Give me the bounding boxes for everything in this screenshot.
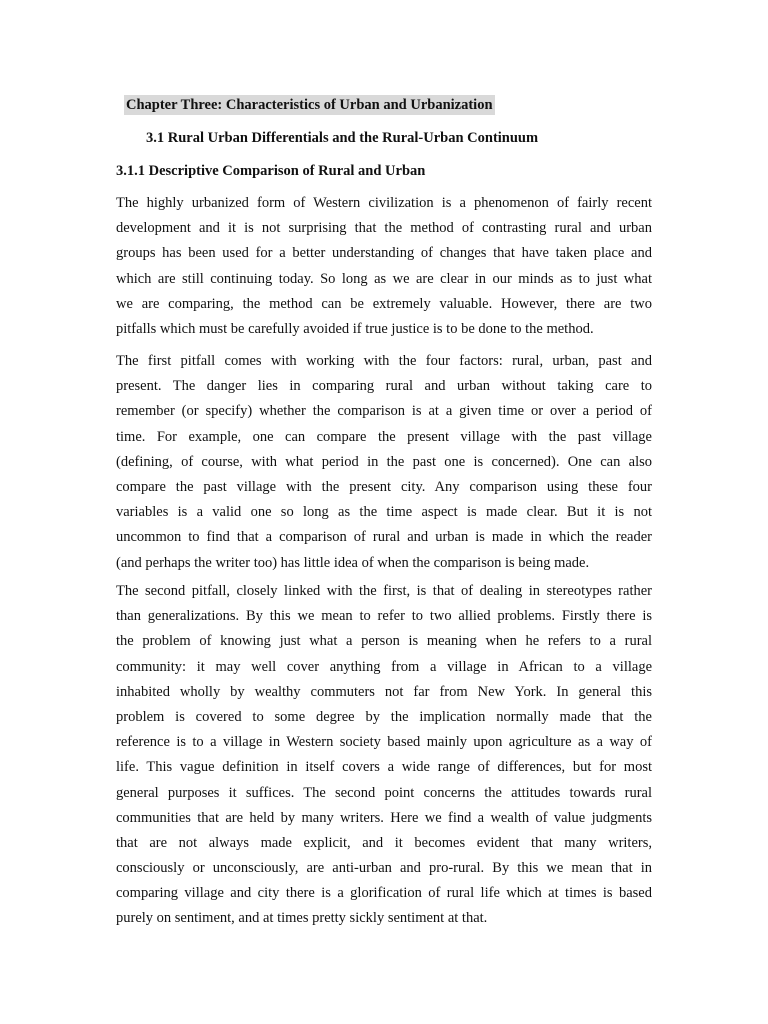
paragraph-1 xyxy=(116,191,652,342)
text-line: community: it may well cover anything from a village in African to a village xyxy=(116,658,652,675)
text-line: uncommon to find that a comparison of rural and urban is made in which the reader xyxy=(116,529,652,546)
text-line: that are not always made explicit, and it becomes evident that many writers, xyxy=(116,834,652,851)
text-line: The first pitfall comes with working with the four factors: rural, urban, past and xyxy=(116,353,652,369)
text-line: inhabited wholly by wealthy commuters not far from New York. In general this xyxy=(116,683,652,700)
text-line: (and perhaps the writer too) has little idea of when the comparison is being made. xyxy=(116,554,590,571)
text-line: which are still continuing today. So long as we are clear in our minds as to just what xyxy=(116,270,652,287)
text-line: development and it is not surprising that the method of contrasting rural and urban xyxy=(116,220,652,237)
text-line: general purposes it suffices. The second point concerns the attitudes towards rural xyxy=(116,784,652,801)
text-line: time. For example, one can compare the present village with the past village xyxy=(116,428,652,445)
text-line: consciously or unconsciously, are anti-urban and pro-rural. By this we mean that in xyxy=(116,860,652,877)
text-line: pitfalls which must be carefully avoided if true justice is to be done to the method. xyxy=(116,320,594,337)
text-line: variables is a valid one so long as the time aspect is made clear. But it is not xyxy=(116,504,652,521)
paragraph-2 xyxy=(116,349,652,576)
text-line: communities that are held by many writers. Here we find a wealth of value judgments xyxy=(116,809,652,826)
text-line: life. This vague definition in itself covers a wide range of differences, but for most xyxy=(116,759,652,776)
text-line: (defining, of course, with what period in the past one is concerned). One can also xyxy=(116,453,652,470)
chapter-title: Chapter Three: Characteristics of Urban and Urbanization xyxy=(126,97,493,113)
text-line: compare the past village with the present city. Any comparison using these four xyxy=(116,478,652,495)
subsection-heading: 3.1.1 Descriptive Comparison of Rural and Urban xyxy=(116,163,426,179)
text-line: remember (or specify) whether the comparison is at a given time or over a period of xyxy=(116,403,652,420)
text-line: present. The danger lies in comparing rural and urban without taking care to xyxy=(116,378,652,395)
text-line: purely on sentiment, and at times pretty sickly sentiment at that. xyxy=(116,910,488,927)
text-line: problem is covered to some degree by the implication normally made that the xyxy=(116,708,652,725)
text-line: we are comparing, the method can be extremely valuable. However, there are two xyxy=(116,295,652,312)
text-line: comparing village and city there is a glorification of rural life which at times is based xyxy=(116,885,652,902)
text-line: The second pitfall, closely linked with the first, is that of dealing in stereotypes rather xyxy=(116,583,652,599)
text-line: The highly urbanized form of Western civilization is a phenomenon of fairly recent xyxy=(116,195,652,211)
text-line: than generalizations. By this we mean to refer to two allied problems. Firstly there is xyxy=(116,608,652,625)
section-heading: 3.1 Rural Urban Differentials and the Rural-Urban Continuum xyxy=(146,130,539,146)
text-line: the problem of knowing just what a person is meaning when he refers to a rural xyxy=(116,633,652,650)
text-line: groups has been used for a better understanding of changes that have taken place and xyxy=(116,245,652,262)
paragraph-3 xyxy=(116,579,652,932)
text-line: reference is to a village in Western society based mainly upon agriculture as a way of xyxy=(116,734,652,751)
